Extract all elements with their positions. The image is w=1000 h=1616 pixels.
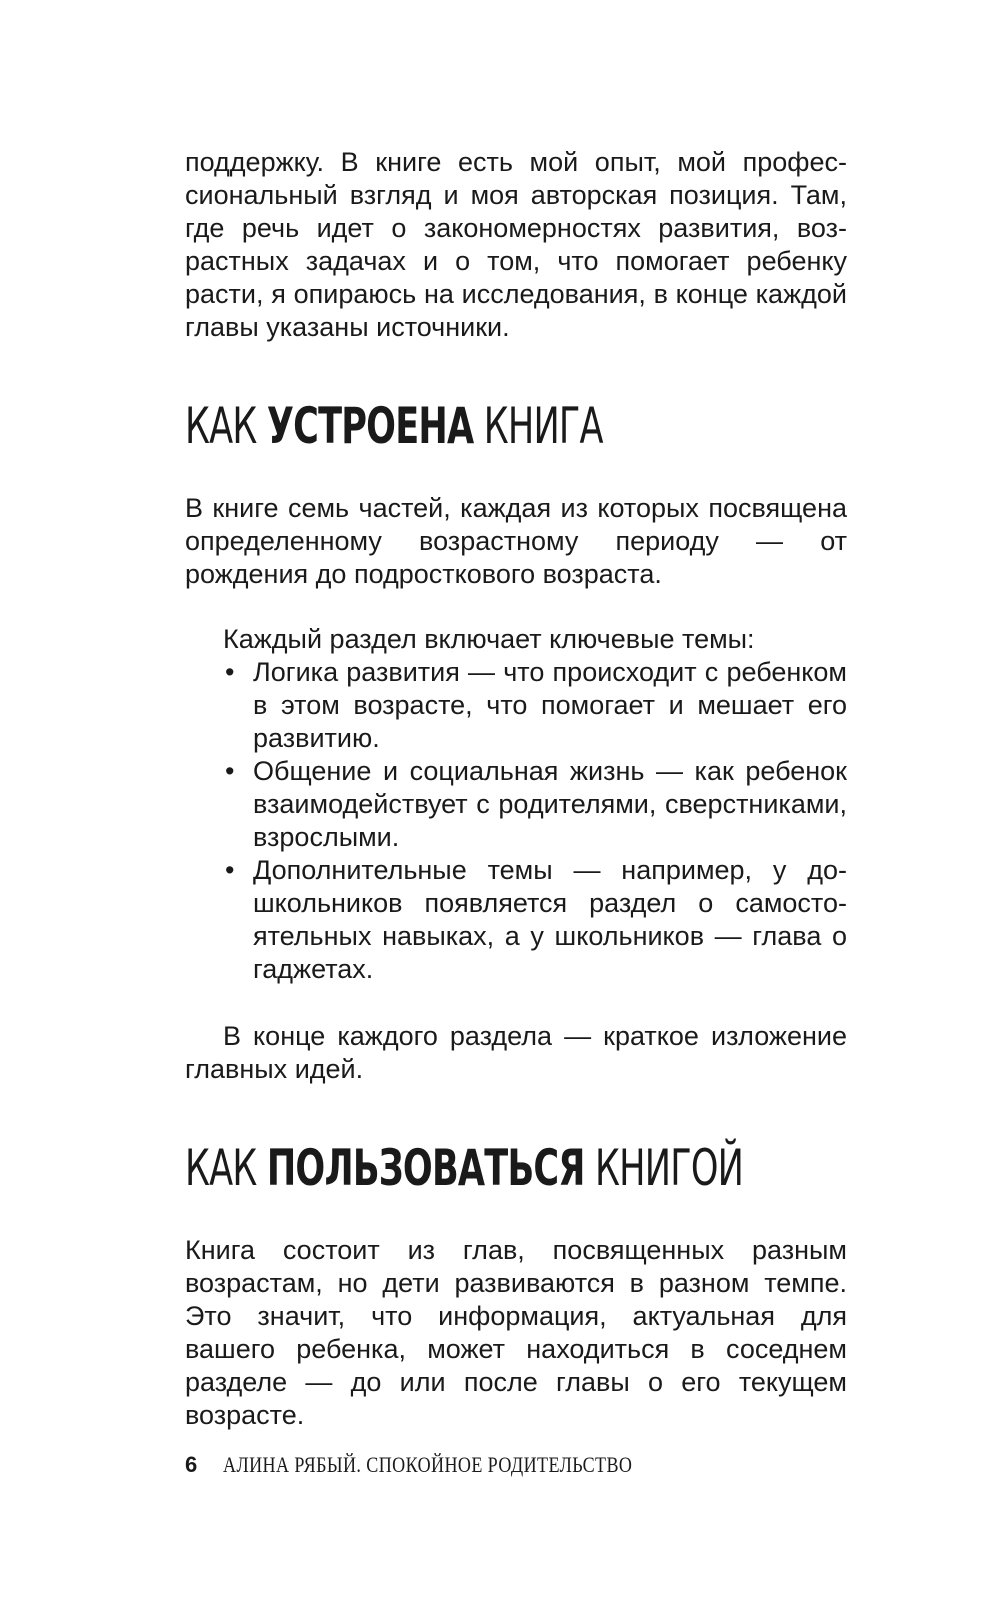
list-item-text: Дополнительные темы — например, у дошкольников появляется раздел о самостоятельных навыках, а у школьников — глава о гаджетах. bbox=[253, 855, 847, 984]
list-item-text: Общение и социальная жизнь — как ребенок взаимодействует с родителями, сверстниками, взрослыми. bbox=[253, 756, 847, 852]
bullet-icon: • bbox=[225, 756, 235, 786]
heading-strong: УСТРОЕНА bbox=[266, 397, 474, 455]
heading-strong: ПОЛЬЗОВАТЬСЯ bbox=[266, 1139, 585, 1197]
page-footer bbox=[185, 1452, 722, 1478]
running-title: АЛИНА РЯБЫЙ. СПОКОЙНОЕ РОДИТЕЛЬСТВО bbox=[223, 1452, 633, 1477]
intro-paragraph: поддержку. В книге есть мой опыт, мой профессиональный взгляд и моя авторская позиция. Там, где речь идет о закономерностях развития, возрастных задачах и о том, что помогает ребенку расти, я опираюсь на исследования, в конце каждой главы указаны источники. bbox=[185, 147, 847, 342]
list-item bbox=[185, 755, 847, 854]
section-heading-structure bbox=[185, 398, 701, 454]
page-number: 6 bbox=[185, 1452, 198, 1477]
section-heading-usage bbox=[185, 1139, 744, 1197]
list-intro: Каждый раздел включает ключевые темы: bbox=[223, 624, 755, 654]
heading-pre: КАК bbox=[185, 1139, 267, 1197]
list-item bbox=[185, 656, 847, 755]
heading-post: КНИГА bbox=[473, 397, 603, 455]
closing-paragraph: В конце каждого раздела — краткое изложение главных идей. bbox=[185, 1021, 847, 1084]
bullet-icon: • bbox=[225, 855, 235, 885]
heading-post: КНИГОЙ bbox=[584, 1139, 744, 1197]
page-body bbox=[185, 146, 847, 1432]
topics-list bbox=[185, 656, 847, 986]
usage-paragraph: Книга состоит из глав, посвященных разным возрастам, но дети развиваются в разном темпе. Это значит, что информация, актуальная для вашего ребенка, может находиться в соседнем разделе — до или после главы о его текущем возрасте. bbox=[185, 1235, 847, 1430]
heading-pre: КАК bbox=[185, 397, 267, 455]
list-item-text: Логика развития — что происходит с ребенком в этом возрасте, что помогает и мешает его развитию. bbox=[253, 657, 847, 753]
list-item bbox=[185, 854, 847, 986]
structure-paragraph: В книге семь частей, каждая из которых посвящена определенному возрастному периоду — от рождения до подросткового возраста. bbox=[185, 493, 847, 589]
bullet-icon: • bbox=[225, 657, 235, 687]
